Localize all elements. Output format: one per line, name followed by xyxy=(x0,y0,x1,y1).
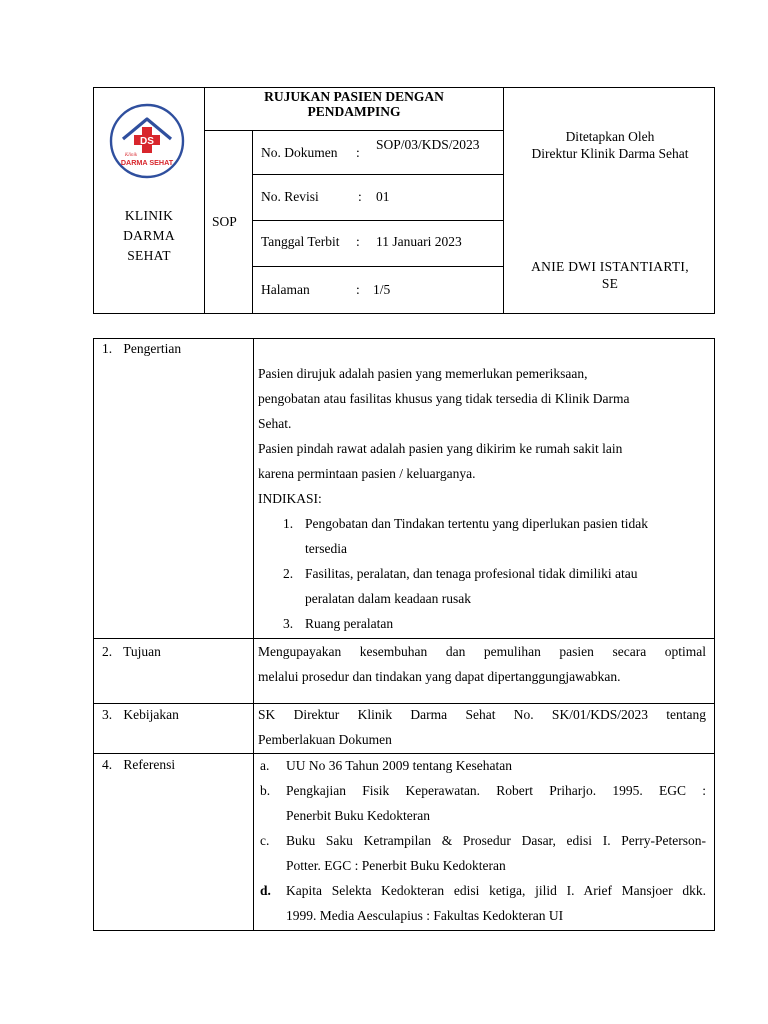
section-content-pengertian xyxy=(258,361,706,636)
paragraph-line: Mengupayakan kesembuhan dan pemulihan pasien secara optimal xyxy=(258,644,706,659)
list-line: peralatan dalam keadaan rusak xyxy=(305,591,472,606)
reference-item xyxy=(258,828,706,878)
header-divider xyxy=(252,220,503,221)
paragraph-line: karena permintaan pasien / keluarganya. xyxy=(258,466,476,481)
clinic-name xyxy=(94,206,204,266)
reference-marker: a. xyxy=(260,758,270,773)
list-marker: 1. xyxy=(283,516,294,531)
issue-date-label: Tanggal Terbit xyxy=(261,234,340,249)
sop-content-table xyxy=(93,338,715,931)
reference-item xyxy=(258,778,706,828)
section-number: 4. xyxy=(102,757,113,772)
revision-colon: : xyxy=(358,189,362,204)
section-title: Kebijakan xyxy=(123,707,179,722)
header-divider xyxy=(204,88,205,313)
paragraph-line: Sehat. xyxy=(258,416,292,431)
list-line: Pengobatan dan Tindakan tertentu yang diperlukan pasien tidak xyxy=(305,516,649,531)
section-label-referensi xyxy=(102,757,175,773)
page-label: Halaman xyxy=(261,282,310,297)
clinic-name-line: DARMA xyxy=(123,228,175,243)
paragraph-line: pengobatan atau fasilitas khusus yang tidak tersedia di Klinik Darma xyxy=(258,391,630,406)
revision-value: 01 xyxy=(376,189,390,204)
sop-label: SOP xyxy=(212,214,237,229)
reference-marker: d. xyxy=(260,883,271,898)
list-marker: 3. xyxy=(283,616,294,631)
section-title: Pengertian xyxy=(123,341,182,356)
list-item xyxy=(258,611,706,636)
header-divider xyxy=(252,130,253,313)
page-value: 1/5 xyxy=(373,282,391,297)
section-content-referensi xyxy=(258,753,706,928)
document-title xyxy=(205,88,503,119)
svg-text:Klinik: Klinik xyxy=(124,153,138,158)
signer-name-line: SE xyxy=(601,276,619,291)
reference-marker: b. xyxy=(260,783,271,798)
doc-number-value: SOP/03/KDS/2023 xyxy=(376,137,480,152)
clinic-logo xyxy=(109,103,185,179)
reference-item xyxy=(258,878,706,928)
header-divider xyxy=(252,266,503,267)
clinic-name-line: SEHAT xyxy=(127,248,171,263)
list-line: Ruang peralatan xyxy=(305,616,394,631)
issue-date-value: 11 Januari 2023 xyxy=(376,234,462,249)
header-divider xyxy=(252,174,503,175)
paragraph-line: INDIKASI: xyxy=(258,491,322,506)
table-divider xyxy=(253,339,254,930)
approval-text xyxy=(504,128,716,162)
paragraph-line: SK Direktur Klinik Darma Sehat No. SK/01/KDS/2023 tentang xyxy=(258,707,706,722)
document-title-line: RUJUKAN PASIEN DENGAN xyxy=(264,89,444,104)
approval-line: Direktur Klinik Darma Sehat xyxy=(531,146,689,161)
reference-line: UU No 36 Tahun 2009 tentang Kesehatan xyxy=(286,758,513,773)
reference-line: Potter. EGC : Penerbit Buku Kedokteran xyxy=(286,858,506,873)
paragraph-line: melalui prosedur dan tindakan yang dapat dipertanggungjawabkan. xyxy=(258,669,621,684)
section-title: Tujuan xyxy=(123,644,161,659)
reference-marker: c. xyxy=(260,833,270,848)
page-colon: : xyxy=(356,282,360,297)
section-content-tujuan xyxy=(258,639,706,689)
revision-label: No. Revisi xyxy=(261,189,319,204)
header-divider xyxy=(204,130,503,131)
list-line: Fasilitas, peralatan, dan tenaga profesional tidak dimiliki atau xyxy=(305,566,638,581)
section-label-pengertian xyxy=(102,341,181,357)
section-number: 2. xyxy=(102,644,113,659)
svg-text:DS: DS xyxy=(140,136,154,147)
clinic-name-line: KLINIK xyxy=(124,208,174,223)
paragraph-line: Pemberlakuan Dokumen xyxy=(258,732,392,747)
reference-line: 1999. Media Aesculapius : Fakultas Kedokteran UI xyxy=(286,908,564,923)
list-marker: 2. xyxy=(283,566,294,581)
reference-line: Pengkajian Fisik Keperawatan. Robert Priharjo. 1995. EGC : xyxy=(286,783,706,798)
section-number: 1. xyxy=(102,341,113,356)
list-item xyxy=(258,511,706,561)
reference-item xyxy=(258,753,706,778)
signer-name xyxy=(504,258,716,292)
reference-line: Buku Saku Ketrampilan & Prosedur Dasar, edisi I. Perry-Peterson- xyxy=(286,833,706,848)
section-number: 3. xyxy=(102,707,113,722)
approval-line: Ditetapkan Oleh xyxy=(565,129,655,144)
document-header-table xyxy=(93,87,715,314)
reference-line: Penerbit Buku Kedokteran xyxy=(286,808,430,823)
reference-line: Kapita Selekta Kedokteran edisi ketiga, jilid I. Arief Mansjoer dkk. xyxy=(286,883,706,898)
section-content-kebijakan xyxy=(258,702,706,752)
svg-text:DARMA SEHAT: DARMA SEHAT xyxy=(120,158,174,167)
doc-number-label: No. Dokumen xyxy=(261,145,338,160)
section-label-kebijakan xyxy=(102,707,179,723)
section-label-tujuan xyxy=(102,644,161,660)
list-line: tersedia xyxy=(305,541,347,556)
section-title: Referensi xyxy=(123,757,176,772)
paragraph-line: Pasien pindah rawat adalah pasien yang dikirim ke rumah sakit lain xyxy=(258,441,623,456)
paragraph-line: Pasien dirujuk adalah pasien yang memerlukan pemeriksaan, xyxy=(258,366,588,381)
doc-number-colon: : xyxy=(356,145,360,160)
signer-name-line: ANIE DWI ISTANTIARTI, xyxy=(531,259,689,274)
issue-date-colon: : xyxy=(356,234,360,249)
list-item xyxy=(258,561,706,611)
document-title-line: PENDAMPING xyxy=(307,104,401,119)
